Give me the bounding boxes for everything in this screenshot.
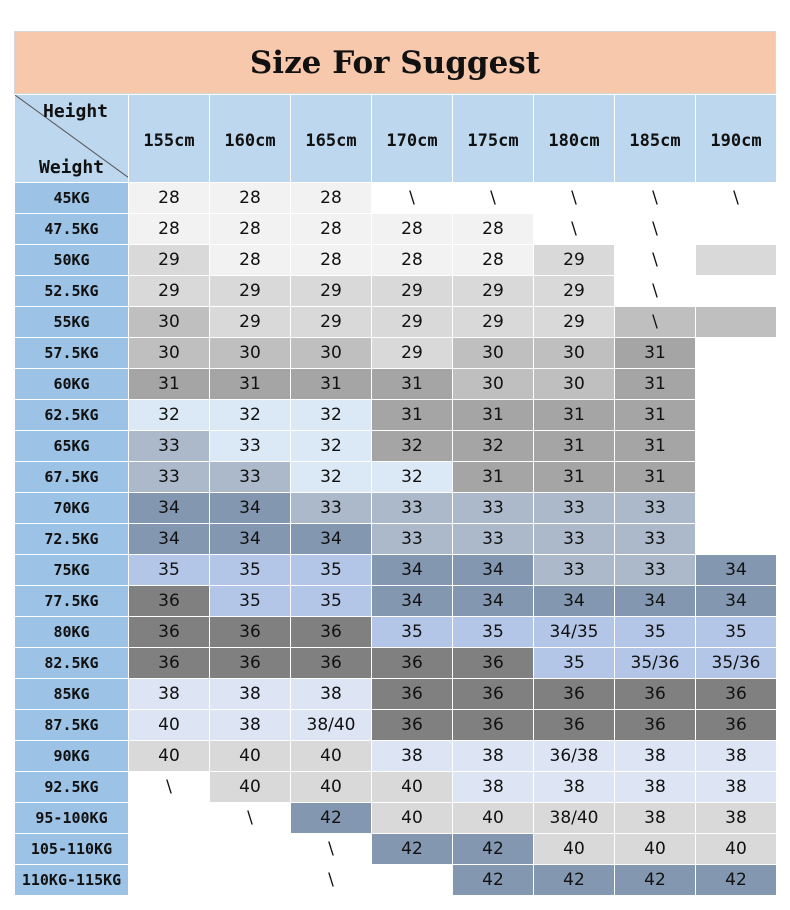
weight-label-cell: 45KG <box>15 183 129 214</box>
size-table-body <box>15 183 777 896</box>
weight-label-cell: 72.5KG <box>15 524 129 555</box>
size-cell: 32 <box>291 400 372 431</box>
height-header-cell: 175cm <box>453 95 534 183</box>
size-cell: 42 <box>615 865 696 896</box>
size-cell: 30 <box>534 369 615 400</box>
weight-label-cell: 95-100KG <box>15 803 129 834</box>
size-cell: 29 <box>291 307 372 338</box>
weight-label-cell: 62.5KG <box>15 400 129 431</box>
size-cell: 31 <box>615 431 696 462</box>
size-cell: \ <box>696 183 777 214</box>
table-row <box>15 772 777 803</box>
size-cell: 33 <box>129 431 210 462</box>
size-cell: 31 <box>615 369 696 400</box>
weight-label-cell: 55KG <box>15 307 129 338</box>
height-header-row <box>15 95 777 183</box>
size-cell: 40 <box>210 772 291 803</box>
size-cell: 31 <box>615 400 696 431</box>
size-cell: 28 <box>210 214 291 245</box>
size-cell: 38 <box>453 741 534 772</box>
size-table <box>14 94 777 896</box>
size-cell: 38 <box>696 741 777 772</box>
size-cell: 30 <box>129 307 210 338</box>
size-cell: 35 <box>453 617 534 648</box>
size-cell: 34/35 <box>534 617 615 648</box>
weight-label-cell: 65KG <box>15 431 129 462</box>
size-cell: 36 <box>129 617 210 648</box>
size-cell: 36 <box>534 679 615 710</box>
size-cell: \ <box>453 183 534 214</box>
weight-label-cell: 77.5KG <box>15 586 129 617</box>
size-cell: 38/40 <box>291 710 372 741</box>
size-cell: 34 <box>129 524 210 555</box>
weight-label-cell: 105-110KG <box>15 834 129 865</box>
size-cell: 40 <box>372 772 453 803</box>
table-row <box>15 214 777 245</box>
table-row <box>15 555 777 586</box>
size-cell: 42 <box>453 834 534 865</box>
size-cell: 42 <box>372 834 453 865</box>
size-cell: \ <box>615 307 696 338</box>
size-cell: 32 <box>291 431 372 462</box>
size-cell: 32 <box>210 400 291 431</box>
size-cell: 28 <box>453 214 534 245</box>
size-cell: 34 <box>210 493 291 524</box>
size-cell: 36 <box>129 648 210 679</box>
size-cell: \ <box>534 214 615 245</box>
size-cell: 35 <box>291 555 372 586</box>
table-row <box>15 431 777 462</box>
size-cell: 29 <box>372 276 453 307</box>
size-cell: 34 <box>291 524 372 555</box>
size-cell: 29 <box>534 307 615 338</box>
size-cell: 33 <box>615 555 696 586</box>
size-cell: 40 <box>453 803 534 834</box>
weight-label-cell: 57.5KG <box>15 338 129 369</box>
size-cell: 42 <box>696 865 777 896</box>
size-cell: 34 <box>615 586 696 617</box>
size-cell <box>696 462 777 493</box>
size-cell: 36 <box>372 679 453 710</box>
size-cell: 33 <box>534 555 615 586</box>
table-row <box>15 834 777 865</box>
size-cell: 38 <box>615 741 696 772</box>
weight-label-cell: 90KG <box>15 741 129 772</box>
size-cell: 31 <box>291 369 372 400</box>
size-cell: 35/36 <box>615 648 696 679</box>
size-cell: 40 <box>696 834 777 865</box>
size-cell: 28 <box>291 214 372 245</box>
size-cell: 38 <box>696 772 777 803</box>
size-cell: 28 <box>372 245 453 276</box>
weight-label-cell: 52.5KG <box>15 276 129 307</box>
size-cell: 34 <box>129 493 210 524</box>
size-cell <box>696 493 777 524</box>
size-cell: 28 <box>291 245 372 276</box>
size-cell: 35 <box>615 617 696 648</box>
size-cell <box>696 214 777 245</box>
size-cell <box>696 369 777 400</box>
size-cell: 33 <box>129 462 210 493</box>
size-cell: 31 <box>534 431 615 462</box>
size-cell: 40 <box>615 834 696 865</box>
height-header-cell: 160cm <box>210 95 291 183</box>
size-cell: 31 <box>453 400 534 431</box>
size-cell <box>129 834 210 865</box>
size-cell: 40 <box>291 772 372 803</box>
size-cell: 31 <box>615 338 696 369</box>
size-cell: 35/36 <box>696 648 777 679</box>
size-cell: 38 <box>615 803 696 834</box>
size-cell: 30 <box>453 369 534 400</box>
size-cell: 38 <box>210 679 291 710</box>
size-cell: 31 <box>615 462 696 493</box>
size-cell: 38 <box>696 803 777 834</box>
size-cell: 34 <box>453 555 534 586</box>
size-cell: 38 <box>291 679 372 710</box>
size-cell: 31 <box>372 369 453 400</box>
weight-label: Weight <box>39 157 105 178</box>
weight-label-cell: 75KG <box>15 555 129 586</box>
size-cell: 32 <box>372 462 453 493</box>
weight-label-cell: 47.5KG <box>15 214 129 245</box>
size-cell: 40 <box>210 741 291 772</box>
size-cell: 42 <box>534 865 615 896</box>
size-cell: 36 <box>291 617 372 648</box>
size-cell: 32 <box>453 431 534 462</box>
size-cell <box>210 865 291 896</box>
size-cell: \ <box>534 183 615 214</box>
size-cell <box>696 524 777 555</box>
size-cell: 29 <box>534 276 615 307</box>
size-cell: 40 <box>534 834 615 865</box>
size-cell: 34 <box>210 524 291 555</box>
table-row <box>15 462 777 493</box>
size-cell: 36 <box>696 679 777 710</box>
size-cell: \ <box>615 183 696 214</box>
size-cell: 31 <box>534 400 615 431</box>
size-cell: 33 <box>615 493 696 524</box>
weight-label-cell: 110KG-115KG <box>15 865 129 896</box>
size-cell: 40 <box>129 741 210 772</box>
height-header-cell: 180cm <box>534 95 615 183</box>
size-cell: 34 <box>453 586 534 617</box>
table-row <box>15 617 777 648</box>
size-cell: 40 <box>291 741 372 772</box>
size-cell <box>696 338 777 369</box>
size-cell: \ <box>615 276 696 307</box>
size-cell: \ <box>615 245 696 276</box>
size-cell: 33 <box>210 462 291 493</box>
weight-label-cell: 92.5KG <box>15 772 129 803</box>
table-row <box>15 369 777 400</box>
size-chart <box>14 31 776 896</box>
height-label: Height <box>43 101 109 122</box>
size-cell: 30 <box>534 338 615 369</box>
size-cell: 36 <box>210 648 291 679</box>
size-cell: 35 <box>372 617 453 648</box>
size-cell <box>696 400 777 431</box>
size-cell: \ <box>291 865 372 896</box>
size-cell: 38 <box>453 772 534 803</box>
size-cell: 33 <box>615 524 696 555</box>
size-cell <box>696 307 777 338</box>
size-cell <box>696 245 777 276</box>
weight-label-cell: 87.5KG <box>15 710 129 741</box>
size-cell: 29 <box>453 307 534 338</box>
size-cell: 30 <box>291 338 372 369</box>
size-cell: \ <box>291 834 372 865</box>
size-cell: 34 <box>372 586 453 617</box>
size-cell: 33 <box>453 493 534 524</box>
table-row <box>15 183 777 214</box>
table-row <box>15 276 777 307</box>
table-row <box>15 648 777 679</box>
size-cell: 38 <box>372 741 453 772</box>
size-cell: 29 <box>453 276 534 307</box>
table-row <box>15 803 777 834</box>
size-cell: \ <box>615 214 696 245</box>
size-cell: 32 <box>372 431 453 462</box>
weight-label-cell: 85KG <box>15 679 129 710</box>
weight-label-cell: 67.5KG <box>15 462 129 493</box>
size-cell: 31 <box>372 400 453 431</box>
table-row <box>15 338 777 369</box>
height-header-cell: 155cm <box>129 95 210 183</box>
table-row <box>15 307 777 338</box>
weight-label-cell: 50KG <box>15 245 129 276</box>
size-cell: 28 <box>129 214 210 245</box>
size-cell: 28 <box>210 183 291 214</box>
table-row <box>15 524 777 555</box>
size-cell: 40 <box>372 803 453 834</box>
size-cell: 35 <box>696 617 777 648</box>
size-cell: 33 <box>291 493 372 524</box>
size-cell: 28 <box>129 183 210 214</box>
height-header-cell: 165cm <box>291 95 372 183</box>
size-cell: 34 <box>696 586 777 617</box>
size-cell: \ <box>129 772 210 803</box>
size-cell: 31 <box>129 369 210 400</box>
size-cell: 30 <box>210 338 291 369</box>
size-cell: 32 <box>291 462 372 493</box>
size-cell: 35 <box>534 648 615 679</box>
size-cell: 36 <box>129 586 210 617</box>
size-cell: 29 <box>210 276 291 307</box>
chart-title: Size For Suggest <box>14 31 776 94</box>
size-cell <box>210 834 291 865</box>
table-row <box>15 493 777 524</box>
size-cell <box>372 865 453 896</box>
size-cell: 36 <box>615 679 696 710</box>
size-cell: 28 <box>372 214 453 245</box>
height-header-cell: 185cm <box>615 95 696 183</box>
weight-label-cell: 70KG <box>15 493 129 524</box>
size-cell: 29 <box>372 338 453 369</box>
weight-label-cell: 82.5KG <box>15 648 129 679</box>
size-cell <box>129 803 210 834</box>
size-cell: \ <box>210 803 291 834</box>
size-cell: 34 <box>534 586 615 617</box>
size-cell: 29 <box>129 245 210 276</box>
size-cell: 29 <box>210 307 291 338</box>
size-cell <box>129 865 210 896</box>
size-cell: 31 <box>534 462 615 493</box>
table-row <box>15 710 777 741</box>
size-cell: 35 <box>129 555 210 586</box>
size-cell: 32 <box>129 400 210 431</box>
size-cell: 29 <box>534 245 615 276</box>
size-cell: 33 <box>372 524 453 555</box>
table-row <box>15 865 777 896</box>
size-cell: 29 <box>129 276 210 307</box>
size-cell: 34 <box>696 555 777 586</box>
size-cell: 33 <box>210 431 291 462</box>
size-cell: 33 <box>534 524 615 555</box>
size-cell: 36 <box>210 617 291 648</box>
table-row <box>15 586 777 617</box>
size-cell: 33 <box>453 524 534 555</box>
size-cell: 38 <box>534 772 615 803</box>
size-cell: 42 <box>453 865 534 896</box>
size-cell: 42 <box>291 803 372 834</box>
size-cell: 35 <box>291 586 372 617</box>
size-cell: 36 <box>615 710 696 741</box>
size-cell <box>696 276 777 307</box>
size-cell: 28 <box>210 245 291 276</box>
size-cell: 36 <box>291 648 372 679</box>
size-cell: 30 <box>453 338 534 369</box>
weight-label-cell: 60KG <box>15 369 129 400</box>
size-cell: 36 <box>453 648 534 679</box>
height-header-cell: 170cm <box>372 95 453 183</box>
size-cell: 29 <box>291 276 372 307</box>
size-cell: 36 <box>372 648 453 679</box>
size-cell: 28 <box>291 183 372 214</box>
size-cell: 29 <box>372 307 453 338</box>
table-row <box>15 741 777 772</box>
size-cell: 31 <box>210 369 291 400</box>
size-cell: 36/38 <box>534 741 615 772</box>
size-cell: 31 <box>453 462 534 493</box>
size-cell: 38 <box>615 772 696 803</box>
size-cell: 38/40 <box>534 803 615 834</box>
size-cell: \ <box>372 183 453 214</box>
table-row <box>15 245 777 276</box>
size-cell: 33 <box>534 493 615 524</box>
height-header-cell: 190cm <box>696 95 777 183</box>
size-cell: 34 <box>372 555 453 586</box>
table-row <box>15 400 777 431</box>
corner-header <box>15 95 129 183</box>
size-cell: 33 <box>372 493 453 524</box>
size-cell: 35 <box>210 586 291 617</box>
size-cell: 35 <box>210 555 291 586</box>
size-cell: 40 <box>129 710 210 741</box>
size-cell: 36 <box>372 710 453 741</box>
size-cell: 36 <box>453 710 534 741</box>
size-cell: 38 <box>210 710 291 741</box>
size-cell: 28 <box>453 245 534 276</box>
size-cell: 30 <box>129 338 210 369</box>
size-cell: 36 <box>696 710 777 741</box>
size-cell: 36 <box>453 679 534 710</box>
weight-label-cell: 80KG <box>15 617 129 648</box>
size-cell: 38 <box>129 679 210 710</box>
size-cell <box>696 431 777 462</box>
size-cell: 36 <box>534 710 615 741</box>
table-row <box>15 679 777 710</box>
